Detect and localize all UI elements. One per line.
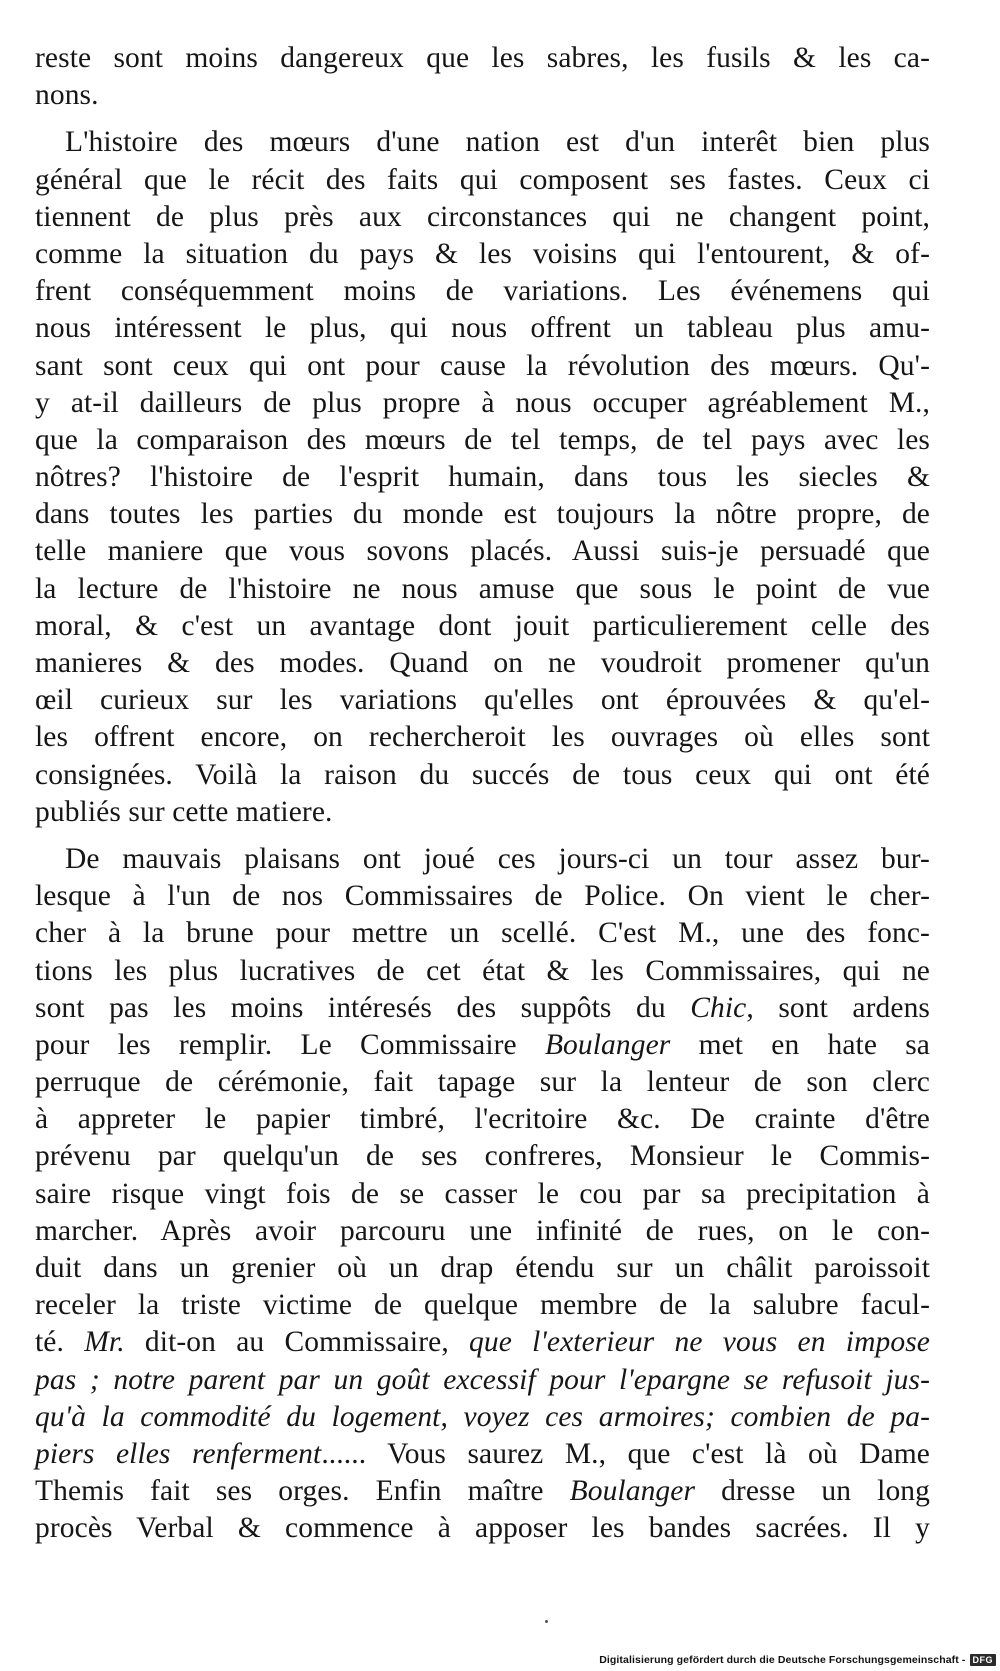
text-segment: publiés sur cette matiere. [35,795,333,828]
text-segment: nous intéressent le plus, qui nous offrent un tableau plus amu- [35,312,930,345]
text-line [35,571,930,608]
text-line [35,608,930,645]
text-line [35,40,930,77]
text-segment: pour les remplir. Le Commissaire [35,1028,545,1061]
text-segment: receler la triste victime de quelque membre de la salubre facul- [35,1289,930,1322]
text-line [35,1176,930,1213]
italic-text: Chic [690,991,747,1024]
text-line [35,1436,930,1473]
italic-text: piers elles renferment [35,1437,322,1470]
text-line [35,878,930,915]
page-speck [545,1620,548,1623]
footer-text: Digitalisierung gefördert durch die Deutsche Forschungsgemeinschaft - [599,1654,966,1666]
paragraph [35,841,930,1548]
text-segment: marcher. Après avoir parcouru une infinité de rues, on le con- [35,1214,930,1247]
text-segment: œil curieux sur les variations qu'elles ont éprouvées & qu'el- [35,684,930,717]
text-segment: moral, & c'est un avantage dont jouit particulierement celle des [35,609,930,642]
text-segment: nons. [35,79,99,112]
text-line [35,1027,930,1064]
text-segment: à appreter le papier timbré, l'ecritoire &c. De crainte d'être [35,1103,930,1136]
text-segment: dit-on au Commissaire, [124,1326,470,1359]
italic-text: qu'à la commodité du logement, voyez ces armoires; combien de pa- [35,1400,930,1433]
text-segment: cher à la brune pour mettre un scellé. C'est M., une des fonc- [35,917,930,950]
text-line [35,1213,930,1250]
text-line [35,1473,930,1510]
text-segment: nôtres? l'histoire de l'esprit humain, dans tous les siecles & [35,461,930,494]
paragraph [35,40,930,114]
text-line [35,915,930,952]
text-line [35,1362,930,1399]
text-segment: té. [35,1326,85,1359]
italic-text: que l'exterieur ne vous en impose [469,1326,930,1359]
paragraph [35,124,930,831]
text-line [35,77,930,114]
text-line [35,1101,930,1138]
text-line [35,953,930,990]
text-segment: y at-il dailleurs de plus propre à nous occuper agréablement M., [35,386,930,419]
text-line [35,1064,930,1101]
text-line [35,385,930,422]
dfg-logo: DFG [970,1654,997,1666]
text-segment: dans toutes les parties du monde est toujours la nôtre propre, de [35,498,930,531]
text-segment: procès Verbal & commence à apposer les bandes sacrées. Il y [35,1512,930,1545]
text-line [35,236,930,273]
text-line [35,1510,930,1547]
text-segment: dresse un long [695,1475,930,1508]
text-segment: ...... Vous saurez M., que c'est là où Dame [321,1437,931,1470]
text-segment: L'histoire des mœurs d'une nation est d'un interêt bien plus [65,126,930,159]
text-segment: frent conséquemment moins de variations. Les événemens qui [35,275,930,308]
text-segment: met en hate sa [670,1028,931,1061]
text-segment: reste sont moins dangereux que les sabres, les fusils & les ca- [35,42,930,74]
text-segment: général que le récit des faits qui composent ses fastes. Ceux ci [35,163,930,196]
text-segment: sont pas les moins intéresés des suppôts du [35,991,691,1024]
text-line [35,1324,930,1361]
italic-text: Boulanger [544,1028,671,1061]
text-line [35,794,930,831]
text-segment: que la comparaison des mœurs de tel temps, de tel pays avec les [35,423,930,456]
text-segment: , sont ardens [746,991,930,1024]
text-line [35,273,930,310]
text-segment: tiennent de plus près aux circonstances qui ne changent point, [35,200,930,233]
text-line [35,719,930,756]
text-segment: prévenu par quelqu'un de ses confreres, Monsieur le Commis- [35,1140,930,1173]
text-segment: sant sont ceux qui ont pour cause la révolution des mœurs. Qu'- [35,349,930,382]
text-segment: telle maniere que vous sovons placés. Aussi suis-je persuadé que [35,535,930,568]
text-segment: De mauvais plaisans ont joué ces jours-ci un tour assez bur- [65,842,930,875]
footer-credit [599,1652,996,1668]
text-segment: les offrent encore, on rechercheroit les ouvrages où elles sont [35,721,930,754]
text-line [35,990,930,1027]
text-segment: consignées. Voilà la raison du succés de tous ceux qui ont été [35,758,930,791]
text-line [35,1287,930,1324]
text-line [35,1250,930,1287]
text-line [35,162,930,199]
text-line [35,645,930,682]
text-line [35,459,930,496]
text-line [35,348,930,385]
italic-text: Boulanger [569,1475,696,1508]
text-segment: comme la situation du pays & les voisins qui l'entourent, & of- [35,237,930,270]
text-line [35,310,930,347]
text-line [35,199,930,236]
text-line [35,496,930,533]
text-line [35,422,930,459]
text-segment: la lecture de l'histoire ne nous amuse que sous le point de vue [35,572,930,605]
text-segment: tions les plus lucratives de cet état & les Commissaires, qui ne [35,954,930,987]
text-line [35,1399,930,1436]
text-line [35,1138,930,1175]
text-line [35,841,930,878]
text-segment: saire risque vingt fois de se casser le cou par sa precipitation à [35,1177,930,1210]
body-text [35,40,930,1548]
text-segment: perruque de cérémonie, fait tapage sur la lenteur de son clerc [35,1066,930,1099]
text-line [35,682,930,719]
italic-text: Mr. [84,1326,125,1359]
text-segment: lesque à l'un de nos Commissaires de Police. On vient le cher- [35,880,930,913]
text-line [35,124,930,161]
text-segment: duit dans un grenier où un drap étendu sur un châlit paroissoit [35,1252,930,1284]
text-segment: Themis fait ses orges. Enfin maître [35,1475,570,1508]
text-line [35,757,930,794]
text-segment: manieres & des modes. Quand on ne voudroit promener qu'un [35,647,930,679]
italic-text: pas ; notre parent par un goût excessif pour l'epargne se refusoit jus- [35,1363,930,1396]
text-line [35,533,930,570]
